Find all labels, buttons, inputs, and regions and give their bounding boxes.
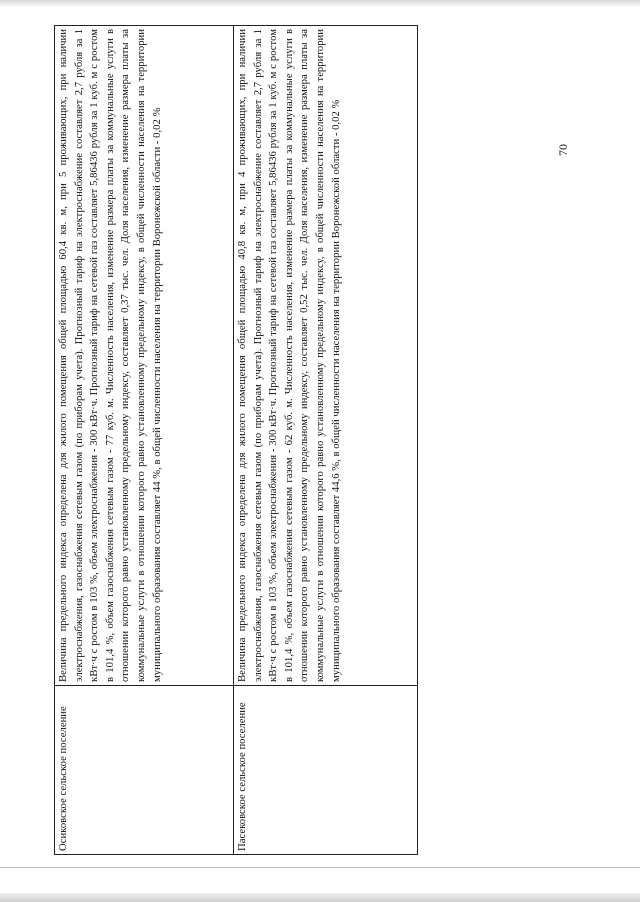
index-description-cell: Величина предельного индекса определена для жилого помещения общей площадью 60,4 кв. м, при 5 проживающих, при наличии электроснабжения, газоснабжения сетевым газом (по приборам учета). Прогнозный тариф на электроснабжение составляет 2,7 рубля за 1 кВт·ч с ростом в 103 %, объем электроснабжения - 300 кВт·ч. Прогнозный тариф на сетевой газ составляет 5,86436 рубля за 1 куб. м с ростом в 101,4 %, объем газоснабжения сетевым газом - 77 куб. м. Численность населения, изменение размера платы за коммунальные услуги в отношении которого равно установленному предельному индексу, составляет 0,37 тыс. чел. Доля населения, изменение размера платы за коммунальные услуги в отношении которого равно установленному предельному индексу, в общей численности населения на территории муниципального образования составляет 44 %, в общей численности населения на территории Воронежской области - 0,02 %	[55, 26, 234, 686]
scan-edge-line	[0, 867, 640, 868]
scan-edge-bottom	[0, 893, 640, 902]
page-number: 70	[556, 144, 570, 156]
settlement-name-cell: Пасековское сельское поселение	[233, 686, 417, 855]
index-description-cell: Величина предельного индекса определена для жилого помещения общей площадью 40,8 кв. м, при 4 проживающих, при наличии электроснабжения, газоснабжения сетевым газом (по приборам учета). Прогнозный тариф на электроснабжение составляет 2,7 рубля за 1 кВт·ч с ростом в 103 %, объем электроснабжения - 300 кВт·ч. Прогнозный тариф на сетевой газ составляет 5,86436 рубля за 1 куб. м с ростом в 101,4 %, объем газоснабжения сетевым газом - 62 куб. м. Численность населения, изменение размера платы за коммунальные услуги в отношении которого равно установленному предельному индексу, составляет 0,52 тыс. чел. Доля населения, изменение размера платы за коммунальные услуги в отношении которого равно установленному предельному индексу, в общей численности населения на территории муниципального образования составляет 44,6 %, в общей численности населения на территории Воронежской области - 0,02 %	[233, 26, 417, 686]
table-row	[233, 26, 417, 855]
table-row	[55, 26, 234, 855]
scan-edge-top	[0, 0, 640, 6]
settlement-name-cell: Осиковское сельское поселение	[55, 686, 234, 855]
tariff-index-table	[54, 25, 418, 855]
rotated-page-content	[54, 25, 418, 855]
